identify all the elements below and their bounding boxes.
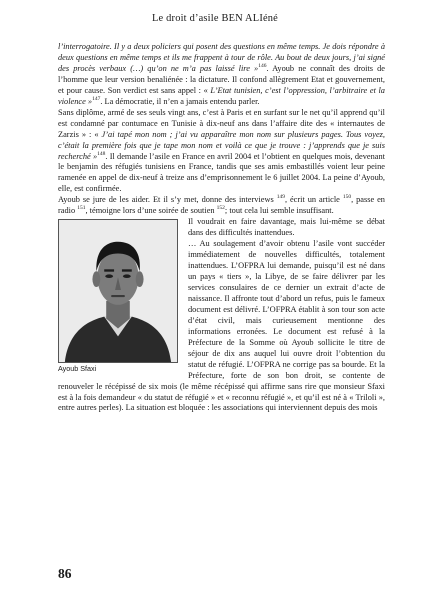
text-run: Ayoub se jure de les aider. Et il s’y met, donne des interviews [58,195,274,205]
text-run: , écrit un article [284,195,340,205]
text-run: ; tout cela lui semble insuffisant. [224,206,334,216]
running-title: Le droit d’asile BEN ALIéné [151,13,278,24]
footnote-ref[interactable]: 147 [92,95,101,102]
paragraph-4: Il voudrait en faire davantage, mais lui-même se débat dans des difficultés inattendues. [188,217,385,238]
photo-caption: Ayoub Sfaxi [58,364,97,374]
footnote-ref[interactable]: 151 [77,205,86,212]
body-text [58,42,385,414]
quote: l’interrogatoire. Il y a deux policiers qui posent des questions en même temps. Je dois répondre à deux questions en même temps et ils me frappent à tour de rôle. Au bout de deux jours, j’ai signé des procès verbaux (…) qu’on ne m’a pas laissé lire » [58,42,385,73]
portrait-figure [58,219,178,375]
text-run: , passe en radio [58,195,385,216]
text-run: . Il demande l’asile en France en avril 2004 et l’obtient en quelques mois, devenant le benjamin des réfugiés tunisiens en France, tandis que ses amis embastillés voient leur peine ramenée en appel de dix-neuf à treize ans d’emprisonnement le 6 juillet 2004. La peine d’Ayoub, elle, est confirmée. [58,151,385,194]
footnote-ref[interactable]: 149 [276,194,285,201]
footnote-ref[interactable]: 148 [97,150,106,157]
paragraph-5: … Au soulagement d’avoir obtenu l’asile vont succéder immédiatement de nouvelles difficultés, totalement inattendues. L’OFPRA lui demande, puisqu’il est né dans un pays « tiers », la Libye, de se faire délivrer par les services consulaires de ce dernier un extrait d’acte de naissance. Il affronte tout d’abord un refus, puis le fameux document est délivré. L’OFPRA établit à son tour son acte d’état civil, mais curieusement mentionne des informations erronées. Le document est refusé à la Préfecture de la Somme où Ayoub sollicite le titre de séjour de dix ans auquel lui ouvre droit l’obtention du statut de réfugié. L’OFPRA ne corrige pas sa bourde. Et la Préfecture, forte de son bon droit, se contente de renouveler le récépissé de six mois (le même récépissé qui affirme sans rire que monsieur Sfaxi est à la fois demandeur « du statut de réfugié » et « reconnu réfugié », et qu’il est né à « Triloli », entre autres perles). La situation est bloquée : les associations qui interviennent depuis des mois [58,239,385,413]
text-run: . Ayoub ne connaît des droits de l’homme que leur version benaliénée : la dictature. Il confond allègrement Etat et gouvernement, et pour cause. Son verdict est sans appel : « [58,63,385,95]
footnote-ref[interactable]: 146 [258,63,267,70]
text-run: Sans diplôme, armé de ses seuls vingt ans, c’est à Paris et en surfant sur le net qu’il apprend qu’il est condamné par contumace en Tunisie à dix-neuf ans dans l’affaire dite des « internautes de Zarzis » : « [58,107,385,139]
portrait-photo [58,219,178,363]
quote: J’ai tapé mon nom ; j’ai vu apparaître mon nom sur plusieurs pages. Tous voyez, c’était la première fois que je tape mon nom et voilà ce que je trouve : j’apprends que je suis recherché » [58,129,385,161]
paragraph-1 [58,42,385,108]
page-number: 86 [58,566,72,581]
paragraph-2 [58,108,385,196]
footnote-ref[interactable]: 152 [216,205,225,212]
text-run: . La démocratie, il n’en a jamais entendu parler. [100,96,260,106]
footnote-ref[interactable]: 150 [342,194,352,201]
quote: L’Etat tunisien, c’est l’oppression, l’arbitraire et la violence » [58,85,385,106]
paragraph-3 [58,195,385,217]
text-run: , témoigne lors d’une soirée de soutien [85,206,215,216]
